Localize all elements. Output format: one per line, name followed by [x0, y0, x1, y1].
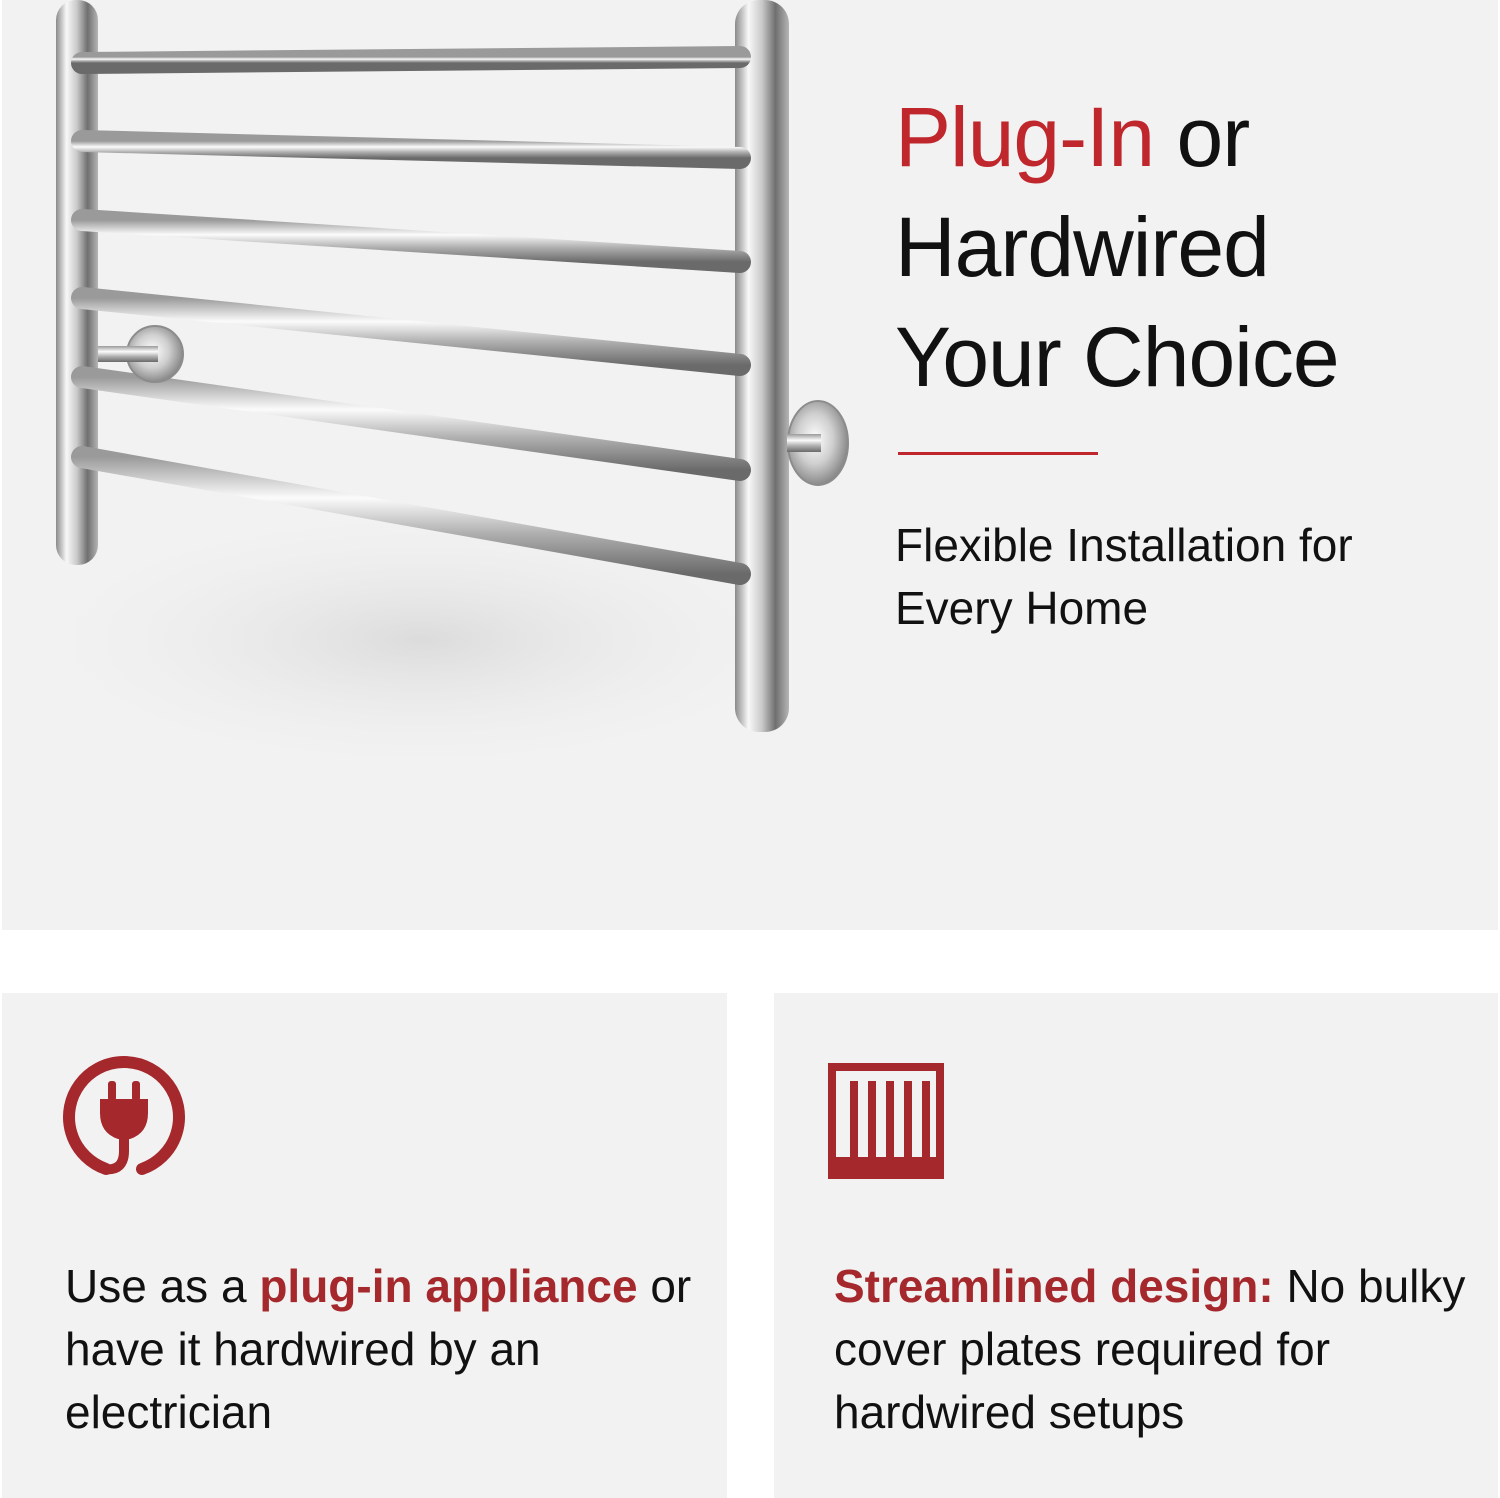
text-after: No bulky cover plates required for hardwired setups: [834, 1260, 1466, 1438]
divider: [898, 452, 1098, 455]
plug-icon: [62, 1055, 186, 1179]
subtitle: Flexible Installation for Every Home: [895, 519, 1353, 634]
headline-line2: Hardwired: [895, 200, 1269, 294]
mount-stem: [787, 434, 821, 452]
rack-shadow: [2, 500, 842, 780]
rack-bar: [82, 141, 740, 158]
text-after: or have it hardwired by an electrician: [65, 1260, 692, 1438]
headline-accent: Plug-In: [895, 90, 1155, 184]
headline-line3: Your Choice: [895, 310, 1339, 404]
towel-warmer-product-image: [2, 0, 882, 930]
rack-bar: [82, 57, 740, 63]
streamlined-card-text: [834, 1255, 1474, 1444]
highlight-text: Streamlined design:: [834, 1260, 1274, 1312]
headline-line1-rest: or: [1176, 90, 1250, 184]
left-pole: [56, 0, 98, 565]
plug-in-card-text: [65, 1255, 705, 1444]
streamlined-card: [774, 993, 1498, 1498]
rack-bar: [82, 377, 740, 470]
headline: [895, 82, 1339, 412]
highlight-text: plug-in appliance: [259, 1260, 638, 1312]
towel-rack-icon: [828, 1063, 944, 1179]
hero-panel: [2, 0, 1498, 930]
plug-in-card: [2, 993, 727, 1498]
text-before: Use as a: [65, 1260, 247, 1312]
rack-bar: [82, 220, 740, 262]
mount-stem: [98, 346, 158, 362]
